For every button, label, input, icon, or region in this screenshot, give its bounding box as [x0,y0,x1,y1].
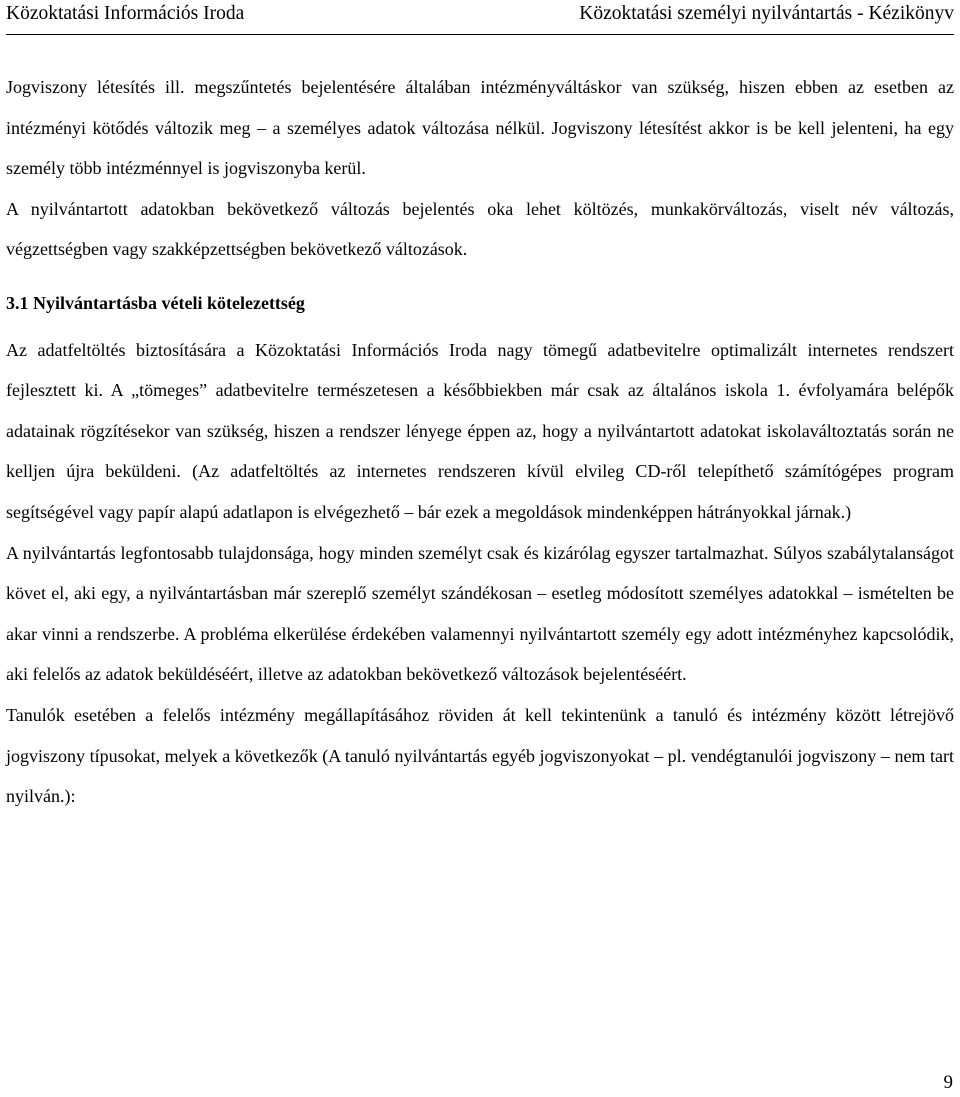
page-number: 9 [943,1072,953,1093]
page-header [6,2,954,34]
paragraph-tanulok: Tanulók esetében a felelős intézmény megállapításához röviden át kell tekintenünk a tanuló és intézmény között létrejövő jogviszony típusokat, melyek a következők (A tanuló nyilvántartás egyéb jogviszonyokat – pl. vendégtanulói jogviszony – nem tart nyilván.): [6,704,954,807]
paragraph-nyilvantartas: A nyilvántartás legfontosabb tulajdonsága, hogy minden személyt csak és kizárólag egyszer tartalmazhat. Súlyos szabálytalanságot követ el, aki egy, a nyilvántartásban már szereplő személyt szándékosan – esetleg módosított személyes adatokkal – ismételten be akar vinni a rendszerbe. A probléma elkerülése érdekében valamennyi nyilvántartott személy egy adott intézményhez kapcsolódik, aki felelős az adatok beküldéséért, illetve az adatokban bekövetkező változások bejelentéséért. [6,542,954,685]
paragraph-valtozas: A nyilvántartott adatokban bekövetkező változás bejelentés oka lehet költözés, munkakörváltozás, viselt név változás, végzettségben vagy szakképzettségben bekövetkező változások. [6,198,954,260]
header-divider [6,34,954,35]
paragraph-adatfeltoltes: Az adatfeltöltés biztosítására a Közoktatási Információs Iroda nagy tömegű adatbevitelre optimalizált internetes rendszert fejlesztett ki. A „tömeges” adatbevitelre természetesen a későbbiekben már csak az általános iskola 1. évfolyamára belépők adatainak rögzítésekor van szükség, hiszen a rendszer lényege éppen az, hogy a nyilvántartott adatokat iskolaváltoztatás során ne kelljen újra beküldeni. (Az adatfeltöltés az internetes rendszeren kívül elvileg CD-ről telepíthető számítógépes program segítségével vagy papír alapú adatlapon is elvégezhető – bár ezek a megoldások mindenképpen hátrányokkal járnak.) [6,339,954,522]
paragraph-jogviszony: Jogviszony létesítés ill. megszűntetés bejelentésére általában intézményváltáskor van szükség, hiszen ebben az esetben az intézményi kötődés változik meg – a személyes adatok változása nélkül. Jogviszony létesítést akkor is be kell jelenteni, ha egy személy több intézménnyel is jogviszonyba kerül. [6,77,954,179]
header-organization: Közoktatási Információs Iroda [6,3,245,24]
page-body [6,67,954,817]
section-heading: 3.1 Nyilvántartásba vételi kötelezettség [6,292,305,313]
header-document-title: Közoktatási személyi nyilvántartás - Kézikönyv [579,3,954,24]
